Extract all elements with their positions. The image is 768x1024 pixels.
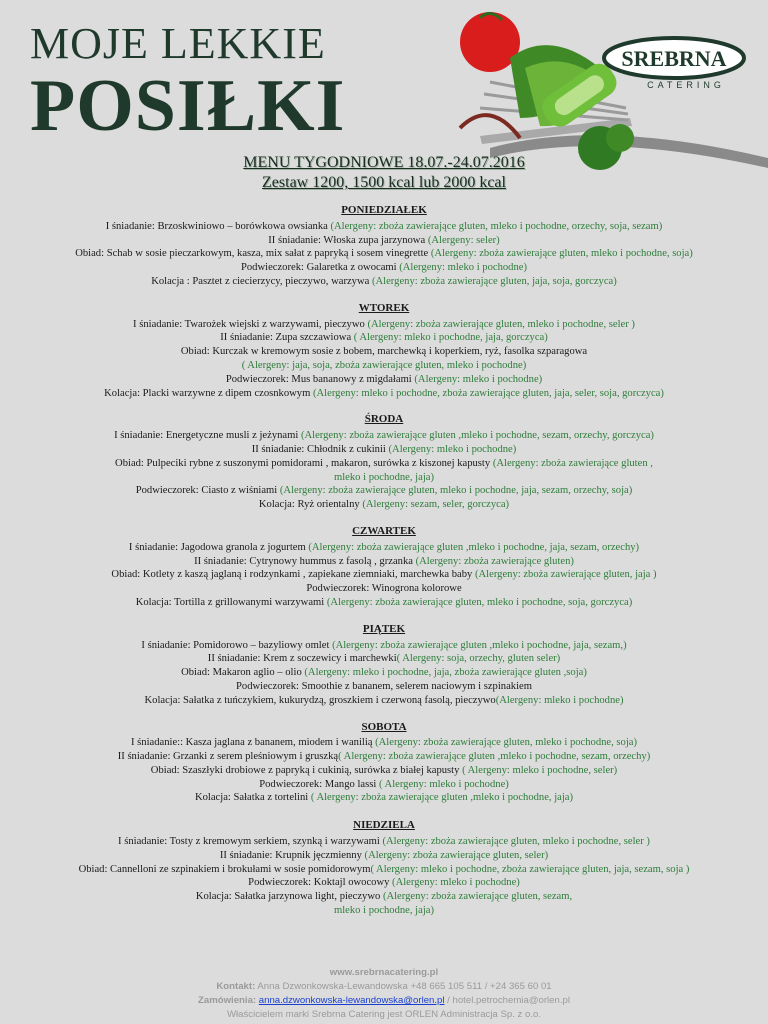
footer (0, 966, 768, 1022)
day-section (0, 525, 768, 610)
meal-text: Obiad: Schab w sosie pieczarkowym, kasza, mix sałat z papryką i sosem vinegrette (75, 248, 431, 260)
day-name: ŚRODA (364, 413, 404, 426)
meal-line (0, 359, 768, 373)
meal-line (0, 373, 768, 387)
meal-text: Kolacja: Sałatka z tuńczykiem, kukurydzą, groszkiem i czerwoną fasolą, pieczywo (144, 694, 496, 706)
meal-text: I śniadanie:: Kasza jaglana z bananem, miodem i wanilią (130, 737, 376, 749)
meal-text: Podwieczorek: Mango lassi (259, 778, 379, 790)
allergen-text: ( Alergeny: mleko i pochodne, jaja, gorczyca) (353, 332, 548, 344)
allergen-text: (Alergeny: seler) (427, 234, 500, 246)
day-name: PIĄTEK (362, 622, 406, 635)
meal-line (0, 220, 768, 234)
meal-line (0, 345, 768, 359)
meal-line (0, 471, 768, 485)
allergen-text: (Alergeny: zboża zawierające gluten, seler) (364, 849, 549, 861)
allergen-text: (Alergeny: zboża zawierające gluten, mleko i pochodne, orzechy, soja, sezam) (330, 220, 663, 232)
day-section (0, 204, 768, 289)
allergen-text: (Alergeny: sezam, seler, gorczyca) (362, 499, 510, 511)
meal-line (0, 582, 768, 596)
meal-text: II śniadanie: Krem z soczewicy i marchewki (207, 653, 397, 665)
meal-line (0, 835, 768, 849)
day-section (0, 721, 768, 806)
meal-line (0, 429, 768, 443)
meal-text: II śniadanie: Chłodnik z cukinii (251, 443, 389, 455)
title-line1: MOJE LEKKIE (30, 19, 326, 68)
allergen-text: ( Alergeny: mleko i pochodne, seler) (462, 764, 618, 776)
allergen-text: (Alergeny: mleko i pochodne) (399, 262, 528, 274)
day-name: NIEDZIELA (353, 819, 415, 832)
allergen-text: (Alergeny: mleko i pochodne) (495, 694, 624, 706)
allergen-text: ( Alergeny: soja, orzechy, gluten seler) (396, 653, 561, 665)
meal-text: I śniadanie: Brzoskwiniowo – borówkowa owsianka (105, 220, 331, 232)
title-line2: POSIŁKI (30, 65, 346, 147)
orders-email-link[interactable]: anna.dzwonkowska-lewandowska@orlen.pl (258, 995, 445, 1006)
meal-line (0, 457, 768, 471)
allergen-text: (Alergeny: zboża zawierające gluten, sezam, (382, 891, 573, 903)
allergen-text: ( Alergeny: zboża zawierające gluten ,mleko i pochodne, sezam, orzechy) (338, 751, 651, 763)
brand-sub: CATERING (647, 80, 725, 90)
meal-text: II śniadanie: Zupa szczawiowa (220, 332, 354, 344)
meal-line (0, 596, 768, 610)
allergen-text: (Alergeny: zboża zawierające gluten, mleko i pochodne, soja, gorczyca) (326, 596, 633, 608)
menu-header (0, 153, 768, 193)
meal-text: Obiad: Kotlety z kaszą jaglaną i rodzynkami , zapiekane ziemniaki, marchewka baby (111, 569, 475, 581)
meal-text: Obiad: Kurczak w kremowym sosie z bobem, marchewką i koperkiem, ryż, fasolka szparagowa (180, 346, 588, 358)
day-name: WTOREK (358, 301, 410, 314)
meal-text: Podwieczorek: Mus bananowy z migdałami (225, 373, 415, 385)
meal-line (0, 484, 768, 498)
meal-line (0, 261, 768, 275)
menu-sets-subtitle: Zestaw 1200, 1500 kcal lub 2000 kcal (262, 174, 506, 191)
weekly-menu (0, 204, 768, 931)
meal-text: Kolacja: Ryż orientalny (258, 499, 363, 511)
allergen-text: ( Alergeny: jaja, soja, zboża zawierające gluten, mleko i pochodne) (241, 359, 527, 371)
meal-line (0, 764, 768, 778)
meal-text: Kolacja: Tortilla z grillowanymi warzywami (135, 596, 327, 608)
meal-line (0, 652, 768, 666)
meal-text: Podwieczorek: Koktajl owocowy (248, 877, 393, 889)
meal-line (0, 778, 768, 792)
footer-orders-label: Zamówienia: (198, 995, 257, 1006)
meal-text: Kolacja: Sałatka jarzynowa light, pieczywo (195, 891, 383, 903)
page-title (30, 19, 346, 147)
day-section (0, 413, 768, 512)
allergen-text: (Alergeny: zboża zawierające gluten, jaja ) (475, 569, 657, 581)
meal-line (0, 666, 768, 680)
day-section (0, 819, 768, 918)
meal-line (0, 498, 768, 512)
allergen-text: (Alergeny: zboża zawierające gluten ,mleko i pochodne, sezam, orzechy, gorczyca) (300, 430, 654, 442)
meal-line (0, 387, 768, 401)
allergen-text: (Alergeny: mleko i pochodne) (392, 877, 520, 889)
meal-line (0, 849, 768, 863)
meal-line (0, 275, 768, 289)
footer-contact-label: Kontakt: (216, 981, 256, 992)
meal-line (0, 680, 768, 694)
footer-orders-sep: / (444, 995, 453, 1006)
allergen-text: (Alergeny: zboża zawierające gluten, mleko i pochodne, seler ) (367, 318, 635, 330)
meal-text: I śniadanie: Energetyczne musli z jeżynami (114, 430, 301, 442)
srebrna-catering-logo (598, 36, 750, 92)
allergen-text: ( Alergeny: zboża zawierające gluten ,mleko i pochodne, jaja) (310, 792, 574, 804)
meal-text: II śniadanie: Krupnik jęczmienny (219, 849, 365, 861)
meal-text: I śniadanie: Twarożek wiejski z warzywami, pieczywo (133, 318, 368, 330)
meal-text: II śniadanie: Grzanki z serem pleśniowym i gruszką (117, 751, 339, 763)
meal-text: Kolacja : Pasztet z ciecierzycy, pieczywo, warzywa (151, 275, 372, 287)
footer-website: www.srebrnacatering.pl (329, 967, 439, 978)
allergen-text: (Alergeny: zboża zawierające gluten, jaja, soja, gorczyca) (371, 275, 617, 287)
allergen-text: (Alergeny: mleko i pochodne, zboża zawierające gluten, jaja, seler, soja, gorczyca) (313, 387, 664, 399)
footer-contact-text: Anna Dzwonkowska-Lewandowska +48 665 105 511 / +24 365 60 01 (255, 981, 552, 992)
meal-line (0, 750, 768, 764)
day-name: PONIEDZIAŁEK (341, 204, 427, 216)
allergen-text: (Alergeny: zboża zawierające gluten, mleko i pochodne, soja) (430, 248, 693, 260)
meal-text: II śniadanie: Włoska zupa jarzynowa (268, 234, 428, 246)
meal-line (0, 234, 768, 248)
allergen-text: mleko i pochodne, jaja) (333, 471, 435, 483)
allergen-text: (Alergeny: zboża zawierające gluten) (415, 555, 574, 567)
day-section (0, 623, 768, 708)
meal-line (0, 863, 768, 877)
meal-text: I śniadanie: Tosty z kremowym serkiem, szynką i warzywami (118, 836, 383, 848)
meal-text: Kolacja: Placki warzywne z dipem czosnkowym (104, 387, 313, 399)
meal-text: Kolacja: Sałatka z tortelini (194, 792, 311, 804)
meal-line (0, 904, 768, 918)
meal-line (0, 568, 768, 582)
meal-line (0, 639, 768, 653)
allergen-text: (Alergeny: zboża zawierające gluten, mleko i pochodne, seler ) (382, 836, 650, 848)
meal-line (0, 694, 768, 708)
allergen-text: ( Alergeny: mleko i pochodne) (378, 778, 509, 790)
meal-line (0, 791, 768, 805)
meal-text: Obiad: Pulpeciki rybne z suszonymi pomidorami , makaron, surówka z kiszonej kapusty (115, 457, 493, 469)
meal-line (0, 736, 768, 750)
meal-line (0, 331, 768, 345)
allergen-text: (Alergeny: zboża zawierające gluten, mleko i pochodne, soja) (375, 737, 638, 749)
day-name: CZWARTEK (352, 524, 416, 537)
meal-line (0, 318, 768, 332)
meal-text: Podwieczorek: Ciasto z wiśniami (135, 485, 280, 497)
allergen-text: (Alergeny: zboża zawierające gluten , (492, 457, 653, 469)
menu-week-title: MENU TYGODNIOWE 18.07.-24.07.2016 (243, 154, 525, 171)
meal-text: Podwieczorek: Smoothie z bananem, selerem naciowym i szpinakiem (236, 680, 532, 692)
footer-owner: Właścicielem marki Srebrna Catering jest ORLEN Administracja Sp. z o.o. (226, 1009, 542, 1020)
allergen-text: (Alergeny: mleko i pochodne) (414, 373, 543, 385)
meal-line (0, 247, 768, 261)
meal-text: Obiad: Szaszłyki drobiowe z papryką i cukinią, surówka z białej kapusty (150, 764, 463, 776)
allergen-text: (Alergeny: mleko i pochodne) (388, 443, 517, 455)
meal-line (0, 541, 768, 555)
day-name: SOBOTA (361, 720, 407, 733)
allergen-text: (Alergeny: zboża zawierające gluten, mleko i pochodne, jaja, sezam, orzechy, soja) (279, 485, 633, 497)
allergen-text: (Alergeny: mleko i pochodne, jaja, zboża zawierające gluten ,soja) (304, 667, 587, 679)
meal-text: I śniadanie: Jagodowa granola z jogurtem (128, 541, 309, 553)
allergen-text: mleko i pochodne, jaja) (333, 905, 435, 917)
meal-line (0, 876, 768, 890)
meal-text: II śniadanie: Cytrynowy hummus z fasolą , grzanka (194, 555, 416, 567)
meal-text: I śniadanie: Pomidorowo – bazyliowy omlet (141, 639, 333, 651)
meal-text: Podwieczorek: Winogrona kolorowe (306, 583, 462, 595)
meal-line (0, 890, 768, 904)
meal-line (0, 443, 768, 457)
allergen-text: (Alergeny: zboża zawierające gluten ,mleko i pochodne, jaja, sezam, orzechy) (308, 541, 640, 553)
brand-name: SREBRNA (621, 46, 727, 71)
day-section (0, 302, 768, 401)
meal-line (0, 555, 768, 569)
footer-orders-email2: hotel.petrochemia@orlen.pl (452, 995, 570, 1006)
allergen-text: (Alergeny: zboża zawierające gluten ,mleko i pochodne, jaja, sezam,) (332, 639, 627, 651)
allergen-text: ( Alergeny: mleko i pochodne, zboża zawierające gluten, jaja, sezam, soja ) (370, 863, 690, 875)
meal-text: Obiad: Makaron aglio – olio (181, 667, 305, 679)
meal-text: Obiad: Cannelloni ze szpinakiem i brokułami w sosie pomidorowym (78, 863, 371, 875)
meal-text: Podwieczorek: Galaretka z owocami (240, 262, 400, 274)
